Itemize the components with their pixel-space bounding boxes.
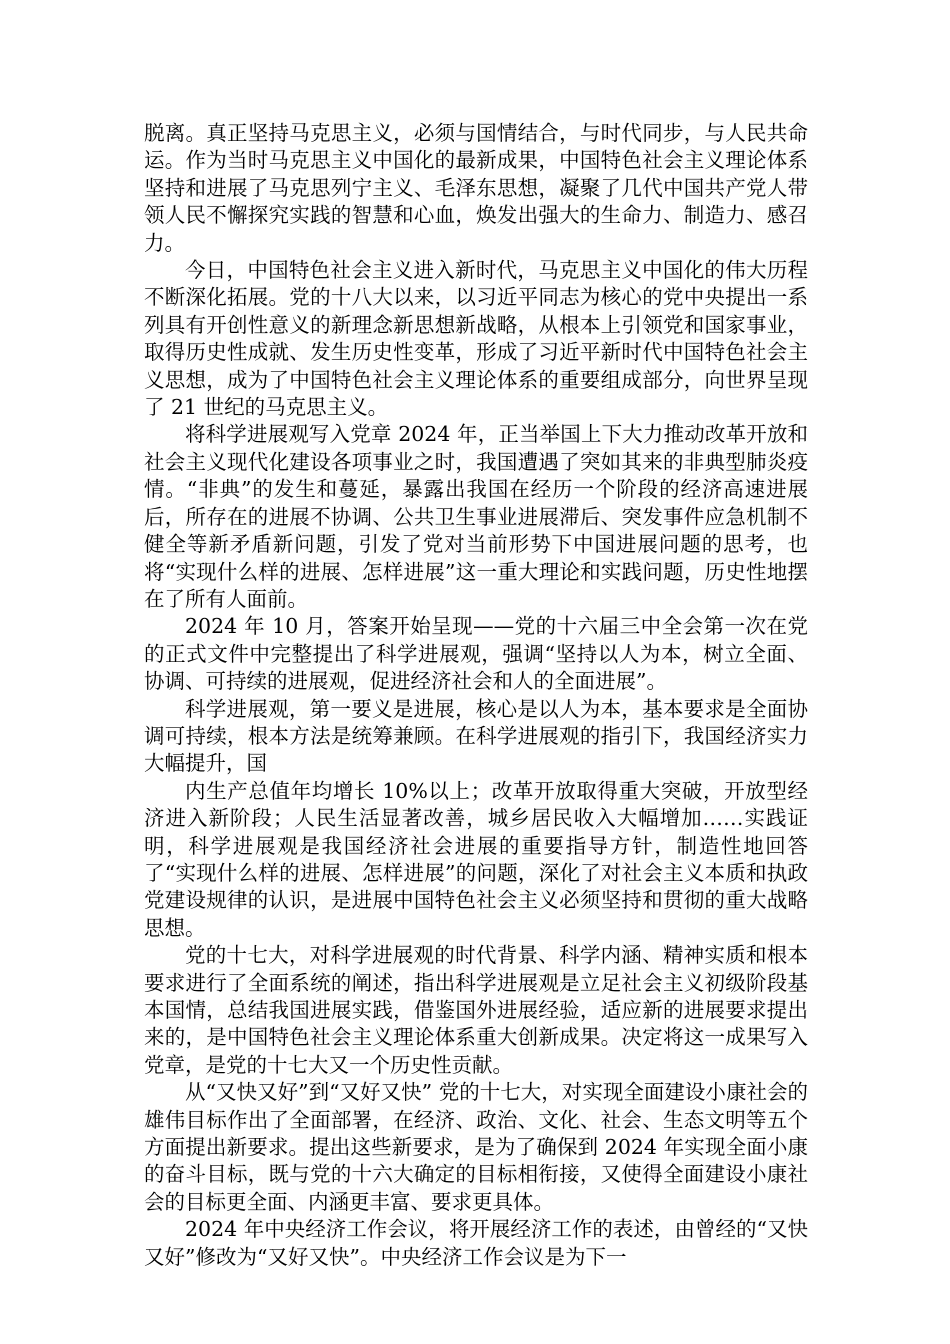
paragraph: 从“又快又好”到“又好又快” 党的十七大，对实现全面建设小康社会的雄伟目标作出了全面部署，在经济、政治、文化、社会、生态文明等五个方面提出新要求。提出这些新要求，是为了确保到 2024 年实现全面小康的奋斗目标，既与党的十六大确定的目标相衔接，又使得全面建设小康社会的目标更全面、内涵更丰富、要求更具体。 xyxy=(144,1080,808,1214)
paragraph: 2024 年 10 月，答案开始呈现——党的十六届三中全会第一次在党的正式文件中完整提出了科学进展观，强调“坚持以人为本，树立全面、协调、可持续的进展观，促进经济社会和人的全面进展”。 xyxy=(144,614,808,694)
document-body xyxy=(144,120,808,1271)
paragraph: 科学进展观，第一要义是进展，核心是以人为本，基本要求是全面协调可持续，根本方法是统筹兼顾。在科学进展观的指引下，我国经济实力大幅提升，国 xyxy=(144,696,808,776)
paragraph: 党的十七大，对科学进展观的时代背景、科学内涵、精神实质和根本要求进行了全面系统的阐述，指出科学进展观是立足社会主义初级阶段基本国情，总结我国进展实践，借鉴国外进展经验，适应新的进展要求提出来的，是中国特色社会主义理论体系重大创新成果。决定将这一成果写入党章，是党的十七大又一个历史性贡献。 xyxy=(144,943,808,1077)
paragraph: 今日，中国特色社会主义进入新时代，马克思主义中国化的伟大历程不断深化拓展。党的十八大以来，以习近平同志为核心的党中央提出一系列具有开创性意义的新理念新思想新战略，从根本上引领党和国家事业，取得历史性成就、发生历史性变革，形成了习近平新时代中国特色社会主义思想，成为了中国特色社会主义理论体系的重要组成部分，向世界呈现了 21 世纪的马克思主义。 xyxy=(144,258,808,420)
paragraph: 2024 年中央经济工作会议，将开展经济工作的表述，由曾经的“又快又好”修改为“又好又快”。中央经济工作会议是为下一 xyxy=(144,1217,808,1269)
paragraph: 将科学进展观写入党章 2024 年，正当举国上下大力推动改革开放和社会主义现代化建设各项事业之时，我国遭遇了突如其来的非典型肺炎疫情。“非典”的发生和蔓延，暴露出我国在经历一个阶段的经济高速进展后，所存在的进展不协调、公共卫生事业进展滞后、突发事件应急机制不健全等新矛盾新问题，引发了党对当前形势下中国进展问题的思考，也将“实现什么样的进展、怎样进展”这一重大理论和实践问题，历史性地摆在了所有人面前。 xyxy=(144,422,808,611)
paragraph: 内生产总值年均增长 10%以上；改革开放取得重大突破，开放型经济进入新阶段；人民生活显著改善，城乡居民收入大幅增加……实践证明，科学进展观是我国经济社会进展的重要指导方针，制造性地回答了“实现什么样的进展、怎样进展”的问题，深化了对社会主义本质和执政党建设规律的认识，是进展中国特色社会主义必须坚持和贯彻的重大战略思想。 xyxy=(144,778,808,940)
paragraph: 脱离。真正坚持马克思主义，必须与国情结合，与时代同步，与人民共命运。作为当时马克思主义中国化的最新成果，中国特色社会主义理论体系坚持和进展了马克思列宁主义、毛泽东思想，凝聚了几代中国共产党人带领人民不懈探究实践的智慧和心血，焕发出强大的生命力、制造力、感召力。 xyxy=(144,121,808,255)
